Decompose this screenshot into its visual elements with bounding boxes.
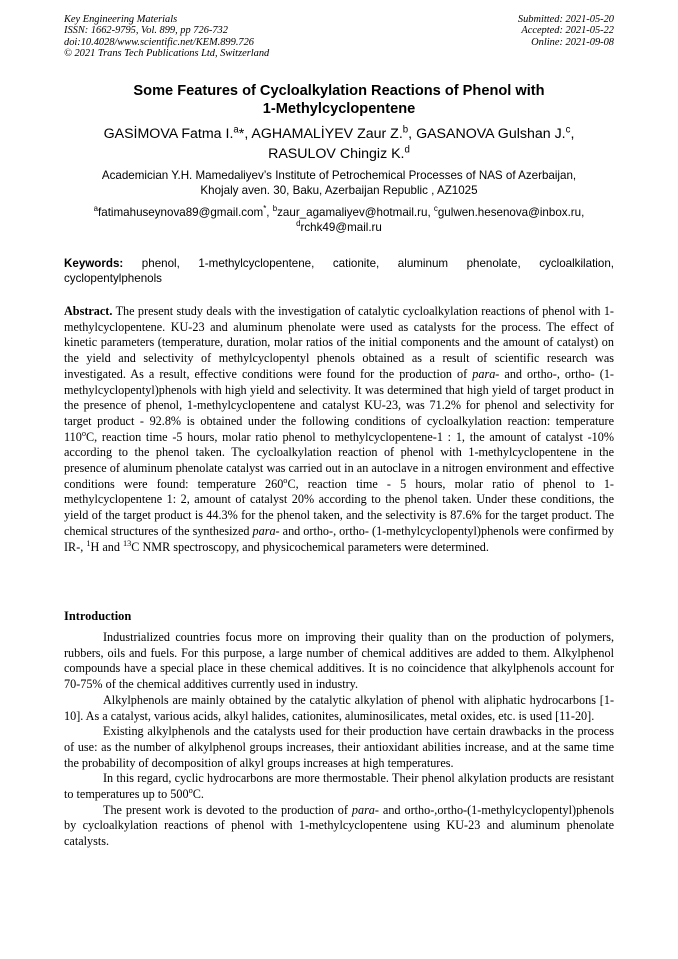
keywords-label: Keywords: — [64, 257, 124, 270]
abstract-para-term: para- — [252, 523, 280, 538]
degree-sup: o — [81, 428, 86, 438]
submitted-date: Submitted: 2021-05-20 — [517, 14, 614, 25]
title-line-2: 1-Methylcyclopentene — [262, 101, 416, 117]
title-line-1: Some Features of Cycloalkylation Reactions of Phenol with — [133, 83, 545, 99]
intro-text: C. — [192, 787, 204, 802]
intro-paragraph-2: Alkylphenols are mainly obtained by the catalytic alkylation of phenol with aliphatic hydrocarbons [1-10]. As a catalyst, various acids, alkyl halides, cationites, aluminosilicates, metal oxides, etc. is used [11-20]. — [64, 692, 614, 723]
corresponding-mark: * — [238, 126, 245, 142]
copyright-line: © 2021 Trans Tech Publications Ltd, Switzerland — [64, 47, 270, 59]
keywords-block — [64, 257, 614, 286]
email-line-2 — [64, 220, 614, 235]
email-b-affil: b — [272, 204, 278, 214]
intro-paragraph-5 — [64, 803, 614, 850]
journal-info — [64, 14, 269, 59]
email-separator: , — [427, 206, 434, 219]
abstract-text: C, reaction time -5 hours, molar ratio phenol to methylcyclopentene-1 : 1, the amount of catalyst -10% according to the phenol taken. The cycloalkylation reaction of phenol with 1-methylcyclopentene in the presence of aluminum phenolate catalyst was carried out in an autoclave in a nitrogen environment and effective conditions were found: temperature 260 — [64, 429, 614, 491]
journal-name: Key Engineering Materials — [64, 14, 178, 25]
affiliation — [64, 168, 614, 198]
author-separator: , — [244, 126, 252, 142]
author-emails — [64, 205, 614, 235]
email-separator: , — [266, 206, 273, 219]
accepted-date: Accepted: 2021-05-22 — [521, 25, 614, 37]
intro-text: and ortho-,ortho-(1-methylcyclopentyl)phenols by cycloalkylation reactions of phenol with 1-methylcyclopentene using KU-23 and aluminum phenolate catalysts. — [64, 802, 614, 849]
author-3: GASANOVA Gulshan J. — [416, 126, 566, 142]
online-date: Online: 2021-09-08 — [531, 36, 614, 48]
email-b[interactable]: zaur_agamaliyev@hotmail.ru — [277, 206, 428, 219]
degree-sup: o — [188, 785, 193, 795]
email-c-affil: c — [433, 204, 438, 214]
degree-sup: o — [283, 475, 288, 485]
author-4-affil: d — [404, 144, 410, 156]
intro-text: In this regard, cyclic hydrocarbons are more thermostable. Their phenol alkylation products are resistant to temperatures up to 500 — [64, 771, 614, 802]
email-c[interactable]: gulwen.hesenova@inbox.ru, — [437, 206, 585, 219]
author-4: RASULOV Chingiz K. — [268, 146, 405, 162]
author-2-affil: b — [402, 124, 409, 136]
intro-para-term: para- — [351, 802, 379, 817]
isotope-sup: 1 — [86, 538, 91, 548]
abstract-block — [64, 304, 614, 555]
author-3-affil: c — [565, 124, 571, 136]
introduction-body — [64, 630, 614, 850]
email-a[interactable]: fatimahuseynova89@gmail.com — [98, 206, 264, 219]
abstract-text: and ortho-, ortho- (1-methylcyclopentyl)phenols were confirmed by IR-, — [64, 523, 614, 554]
issn-line: ISSN: 1662-9795, Vol. 899, pp 726-732 — [64, 25, 228, 37]
author-1: GASİMOVA Fatma I. — [103, 126, 234, 142]
email-corresponding-mark: * — [263, 204, 267, 214]
abstract-text: H and — [90, 539, 123, 554]
publication-dates — [518, 14, 614, 48]
paper-title — [64, 82, 614, 118]
author-2: AGHAMALİYEV Zaur Z. — [251, 126, 403, 142]
intro-paragraph-4 — [64, 771, 614, 802]
author-list — [64, 124, 614, 164]
author-separator: , — [408, 126, 417, 142]
email-d[interactable]: rchk49@mail.ru — [300, 221, 382, 234]
section-heading-introduction: Introduction — [64, 609, 132, 623]
author-separator: , — [570, 126, 575, 142]
intro-paragraph-3: Existing alkylphenols and the catalysts used for their production have certain drawbacks in the process of use: as the number of alkylphenol groups increases, their antioxidant abilities increase, and at the same time the probability of decomposition of alkyl groups increases at high temperatures. — [64, 724, 614, 770]
intro-paragraph-1: Industrialized countries focus more on improving their quality than on the production of polymers, rubbers, oils and fuels. For this purpose, a large number of chemical additives are added to them. Alkylphenol compounds have a special place in these chemical additives. It is no coincidence that alkylphenols account for 70-75% of the chemical additives currently used in industry. — [64, 630, 614, 692]
author-1-affil: a — [233, 124, 239, 136]
affiliation-line-1: Academician Y.H. Mamedaliyev’s Institute of Petrochemical Processes of NAS of Azerbaijan, — [101, 169, 577, 182]
abstract-text: C, reaction time - 5 hours, molar ratio of phenol to 1-methylcyclopentene 1: 2, amount of catalyst 20% according to the phenol taken. Under these conditions, the yield of the target product is 44.3% for the phenol taken, and the selectivity is 87.6% for the target product. The chemical structures of the synthesized — [64, 476, 614, 538]
affiliation-line-2: Khojaly aven. 30, Baku, Azerbaijan Republic , AZ1025 — [200, 184, 478, 197]
isotope-sup: 13 — [122, 538, 132, 548]
abstract-text: and ortho-, ortho- (1-methylcyclopentyl)phenols with high yield and selectivity. It was determined that high yield of target product in the presence of phenol, 1-methylcyclopentene and catalyst KU-23, was 71.2% for phenol and selectivity for target product - 92.8% is obtained under the following conditions of cycloalkylation reaction: temperature 110 — [64, 366, 614, 444]
intro-text: The present work is devoted to the production of — [103, 802, 352, 817]
abstract-label: Abstract. — [64, 304, 113, 318]
email-a-affil: a — [93, 204, 99, 214]
abstract-text: The present study deals with the investigation of catalytic cycloalkylation reactions of phenol with 1-methylcyclopentene. KU-23 and aluminum phenolate were used as catalysts for the process. The effect of kinetic parameters (temperature, duration, molar ratios of the initial components and the amount of catalyst) on the yield and selectivity of methylcyclopentyl phenols obtained as a result of scientific research was investigated. As a result, effective conditions were found for the production of — [64, 304, 614, 381]
doi-line[interactable]: doi:10.4028/www.scientific.net/KEM.899.726 — [64, 36, 254, 48]
abstract-text: C NMR spectroscopy, and physicochemical parameters were determined. — [131, 539, 489, 554]
email-d-affil: d — [296, 219, 301, 229]
abstract-para-term: para- — [472, 366, 500, 381]
keywords-text: phenol, 1-methylcyclopentene, cationite, aluminum phenolate, cycloalkilation, cyclopentylphenols — [64, 257, 614, 285]
email-line-1 — [64, 205, 614, 220]
